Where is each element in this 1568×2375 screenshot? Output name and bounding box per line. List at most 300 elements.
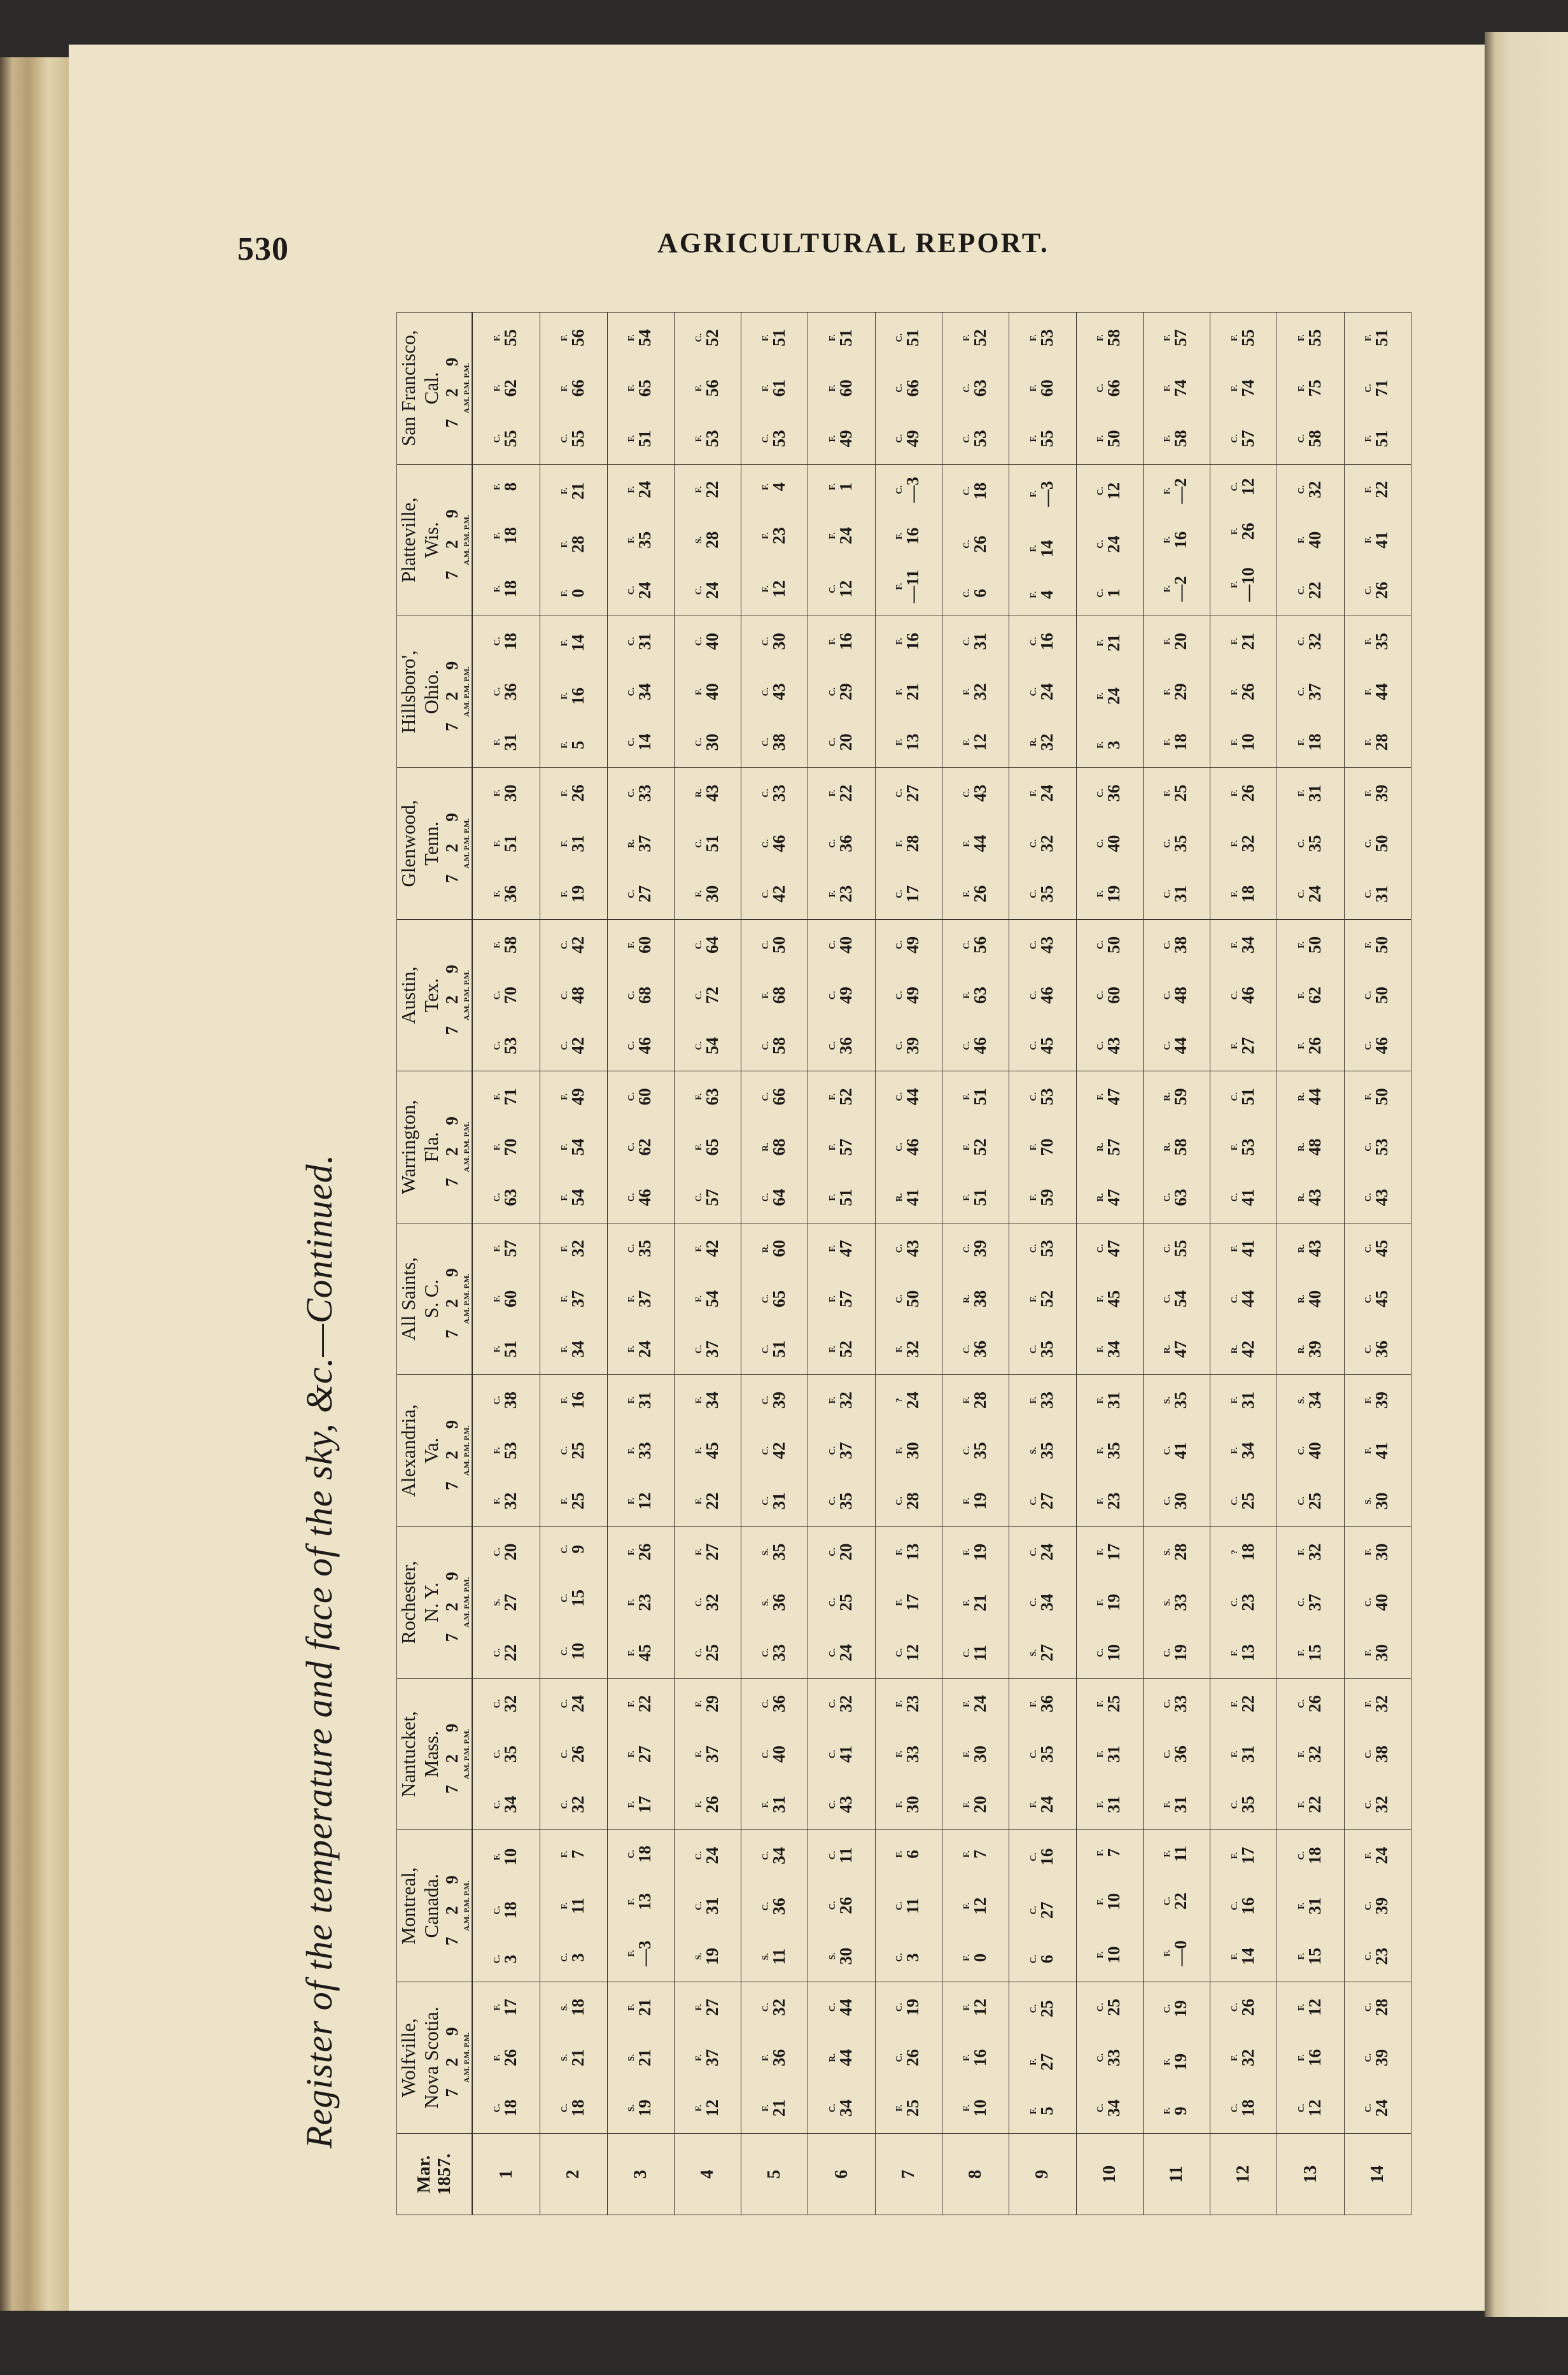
observation bbox=[1163, 430, 1189, 447]
sky-code: R. bbox=[1297, 1344, 1307, 1354]
sky-code: C. bbox=[559, 2103, 570, 2113]
observation bbox=[1364, 1796, 1390, 1813]
temperature-value: 62 bbox=[635, 1138, 655, 1156]
sky-code: F. bbox=[1096, 741, 1106, 749]
sky-code: C. bbox=[1163, 1896, 1173, 1906]
temperature-value: 18 bbox=[568, 2099, 587, 2117]
observation bbox=[695, 987, 721, 1004]
observation bbox=[895, 1850, 921, 1859]
temperature-value: 34 bbox=[1305, 1392, 1325, 1409]
temperature-value: 30 bbox=[903, 1796, 923, 1814]
hours-meridiem-label: A.M. P.M. P.M. bbox=[462, 363, 472, 414]
observation-group bbox=[741, 920, 808, 1071]
temperature-value: 18 bbox=[1238, 1543, 1257, 1561]
observation bbox=[695, 1594, 721, 1611]
sky-code: F. bbox=[1163, 738, 1173, 746]
sky-code: C. bbox=[760, 1851, 771, 1861]
temperature-value: 34 bbox=[769, 1847, 788, 1864]
hours-meridiem-label: A.M. P.M. P.M. bbox=[462, 1273, 472, 1324]
observation bbox=[1298, 430, 1324, 447]
sky-code: F. bbox=[1229, 528, 1240, 535]
observation-group bbox=[1345, 465, 1411, 616]
temperature-value: 20 bbox=[836, 733, 856, 751]
observation bbox=[1231, 683, 1257, 700]
temperature-value: 16 bbox=[1037, 633, 1056, 651]
observation bbox=[963, 683, 989, 700]
observation bbox=[895, 1138, 921, 1155]
temperature-value: 31 bbox=[769, 1492, 788, 1510]
temperature-value: 42 bbox=[568, 1037, 587, 1055]
temperature-value: 46 bbox=[1037, 987, 1056, 1004]
sky-code: C. bbox=[1364, 586, 1374, 595]
temperature-value: 35 bbox=[1305, 835, 1325, 852]
sky-code: C. bbox=[694, 1598, 704, 1607]
observation bbox=[963, 1695, 989, 1712]
temperature-value: 30 bbox=[903, 1442, 923, 1460]
observation bbox=[1163, 2054, 1189, 2071]
sky-code: F. bbox=[895, 840, 905, 847]
observation-cell bbox=[942, 1678, 1009, 1829]
sky-code: F. bbox=[694, 2003, 704, 2011]
sky-code: F. bbox=[493, 1346, 503, 1353]
observation-cell bbox=[875, 1375, 942, 1526]
sky-code: C. bbox=[1163, 1446, 1173, 1455]
sky-code: F. bbox=[828, 1346, 838, 1353]
temperature-value: 39 bbox=[1305, 1341, 1325, 1358]
sky-code: F. bbox=[627, 1346, 637, 1353]
temperature-value: 26 bbox=[970, 535, 990, 553]
sky-code: F. bbox=[627, 1295, 637, 1302]
observation bbox=[895, 329, 921, 346]
observation-group bbox=[741, 1527, 808, 1678]
sky-code: F. bbox=[895, 1598, 905, 1606]
observation bbox=[963, 1594, 989, 1611]
observation-group bbox=[1277, 1679, 1343, 1829]
observation bbox=[1030, 683, 1056, 700]
observation bbox=[829, 1240, 855, 1257]
temperature-value: 46 bbox=[769, 835, 788, 852]
observation-group bbox=[741, 1679, 808, 1829]
temperature-value: 43 bbox=[1372, 1188, 1392, 1206]
temperature-value: 68 bbox=[769, 1138, 788, 1156]
temperature-value: 37 bbox=[836, 1442, 856, 1460]
sky-code: C. bbox=[895, 434, 905, 443]
temperature-value: 31 bbox=[1305, 784, 1325, 802]
observation-group bbox=[741, 1830, 808, 1981]
table-row bbox=[741, 313, 808, 2215]
observation-cell bbox=[808, 919, 875, 1071]
observation-group bbox=[1144, 920, 1210, 1071]
observation-group bbox=[1210, 1071, 1277, 1222]
sky-code: R. bbox=[1163, 1092, 1173, 1101]
observation bbox=[963, 936, 989, 954]
temperature-value: 58 bbox=[1104, 329, 1124, 347]
temperature-value: 35 bbox=[1037, 1442, 1056, 1460]
observation bbox=[1163, 1544, 1189, 1561]
observation-group bbox=[608, 1527, 674, 1678]
sky-code: F. bbox=[559, 1143, 570, 1151]
temperature-value: 32 bbox=[1037, 835, 1056, 852]
observation-cell bbox=[1076, 464, 1143, 616]
observation-cell bbox=[808, 1375, 875, 1526]
observation bbox=[829, 581, 855, 598]
sky-code: F. bbox=[559, 1397, 570, 1404]
sky-code: C. bbox=[1297, 1497, 1307, 1505]
observation-group bbox=[473, 1830, 540, 1981]
observation-group bbox=[1009, 1527, 1075, 1678]
sky-code: C. bbox=[760, 687, 771, 696]
sky-code: F. bbox=[760, 483, 771, 491]
temperature-value: 12 bbox=[1104, 482, 1124, 500]
observation bbox=[493, 1695, 519, 1712]
temperature-value: 19 bbox=[1171, 1644, 1191, 1661]
temperature-value: 53 bbox=[1238, 1138, 1257, 1156]
temperature-value: 32 bbox=[1372, 1695, 1392, 1713]
observation-cell bbox=[875, 919, 942, 1071]
observation bbox=[627, 633, 654, 650]
observation bbox=[1231, 1544, 1257, 1561]
observation bbox=[1231, 1644, 1257, 1661]
observation-cell bbox=[1009, 1830, 1076, 1982]
temperature-value: 68 bbox=[769, 987, 788, 1004]
sky-code: C. bbox=[1028, 1598, 1039, 1607]
observation bbox=[963, 1088, 989, 1105]
sky-code: C. bbox=[895, 485, 905, 495]
temperature-value: 43 bbox=[1305, 1188, 1325, 1206]
sky-code: C. bbox=[1028, 1244, 1039, 1253]
temperature-value: 46 bbox=[970, 1037, 990, 1055]
observation-cell bbox=[607, 616, 674, 767]
hours-meridiem-label: A.M. P.M. P.M. bbox=[462, 1425, 472, 1476]
temperature-value: 52 bbox=[970, 1138, 990, 1156]
observation bbox=[963, 1850, 989, 1859]
temperature-value: 24 bbox=[1104, 687, 1124, 705]
temperature-value: 30 bbox=[836, 1947, 856, 1965]
observation bbox=[561, 1240, 587, 1257]
sky-code: C. bbox=[559, 940, 570, 950]
temperature-value: 60 bbox=[836, 379, 856, 397]
observation bbox=[695, 1544, 721, 1561]
sky-code: C. bbox=[1163, 1699, 1173, 1709]
sky-code: F. bbox=[760, 2054, 771, 2061]
hours-meridiem-label: A.M. P.M. P.M. bbox=[462, 1729, 472, 1780]
temperature-value: 19 bbox=[568, 885, 587, 903]
sky-code: C. bbox=[1028, 1954, 1039, 1964]
observation bbox=[829, 2099, 855, 2117]
sky-code: C. bbox=[694, 1901, 704, 1910]
observation bbox=[762, 1544, 788, 1561]
temperature-value: 27 bbox=[903, 784, 923, 802]
sky-code: C. bbox=[962, 1041, 972, 1050]
observation-group bbox=[1009, 465, 1075, 616]
observation bbox=[895, 1442, 921, 1459]
sky-code: F. bbox=[694, 688, 704, 696]
sky-code: C. bbox=[627, 889, 637, 899]
observation-cell bbox=[472, 616, 540, 767]
observation bbox=[829, 1897, 855, 1914]
sky-code: F. bbox=[1028, 2107, 1039, 2115]
observation bbox=[695, 1189, 721, 1206]
observation-group bbox=[876, 313, 942, 464]
sky-code: F. bbox=[1163, 384, 1173, 392]
station-name-line: All Saints, bbox=[397, 1257, 419, 1341]
temperature-value: 32 bbox=[1238, 2049, 1257, 2066]
observation bbox=[1364, 835, 1390, 852]
sky-code: F. bbox=[627, 486, 637, 493]
observation bbox=[1163, 576, 1189, 602]
observation bbox=[561, 1695, 587, 1712]
sky-code: C. bbox=[760, 1446, 771, 1455]
sky-code: ? bbox=[895, 1398, 905, 1403]
observation bbox=[1030, 540, 1056, 557]
sky-code: F. bbox=[1297, 2003, 1307, 2011]
sky-code: C. bbox=[694, 1041, 704, 1050]
temperature-value: 47 bbox=[836, 1239, 856, 1257]
temperature-value: 11 bbox=[568, 1898, 587, 1914]
temperature-value: 10 bbox=[1104, 1644, 1124, 1661]
temperature-value: 44 bbox=[1305, 1088, 1325, 1106]
temperature-value: 41 bbox=[1171, 1442, 1191, 1460]
temperature-value: 28 bbox=[1372, 733, 1392, 751]
observation bbox=[493, 1240, 519, 1257]
observation bbox=[829, 430, 855, 447]
temperature-value: 65 bbox=[702, 1138, 722, 1156]
observation-cell bbox=[540, 313, 607, 465]
observation-group bbox=[1077, 1679, 1143, 1829]
sky-code: C. bbox=[559, 1953, 570, 1962]
observation bbox=[895, 835, 921, 852]
temperature-value: 20 bbox=[970, 1796, 990, 1814]
temperature-value: 31 bbox=[1104, 1392, 1124, 1409]
sky-code: C. bbox=[828, 1041, 838, 1050]
temperature-value: 33 bbox=[1037, 1392, 1056, 1409]
observation bbox=[1030, 885, 1056, 903]
sky-code: C. bbox=[1364, 1193, 1374, 1202]
observation bbox=[1298, 2049, 1324, 2066]
sky-code: F. bbox=[1229, 2054, 1240, 2061]
observation-cell bbox=[942, 1830, 1009, 1982]
temperature-value: 57 bbox=[836, 1290, 856, 1307]
sky-code: C. bbox=[1028, 1749, 1039, 1759]
observation bbox=[1364, 1898, 1390, 1915]
observation-cell bbox=[1344, 616, 1411, 767]
station-name-line: Tex. bbox=[419, 978, 442, 1013]
temperature-value: 51 bbox=[836, 1188, 856, 1206]
observation bbox=[1096, 1290, 1123, 1307]
day-number: 11 bbox=[1143, 2134, 1210, 2215]
sky-code: F. bbox=[1297, 1042, 1307, 1050]
station-name-line: Va. bbox=[419, 1437, 442, 1464]
observation-group bbox=[675, 1071, 741, 1222]
temperature-value: 19 bbox=[1104, 885, 1124, 903]
observation-group bbox=[1345, 313, 1411, 464]
observation bbox=[695, 1138, 721, 1155]
temperature-value: 8 bbox=[501, 482, 521, 491]
temperature-value: 53 bbox=[1037, 1239, 1056, 1257]
temperature-value: 25 bbox=[1238, 1492, 1257, 1510]
temperature-value: 26 bbox=[635, 1543, 655, 1561]
sky-code: C. bbox=[1364, 2103, 1374, 2113]
sky-code: C. bbox=[627, 1143, 637, 1152]
temperature-value: 37 bbox=[1305, 1593, 1325, 1611]
observation bbox=[695, 2049, 721, 2066]
temperature-value: 53 bbox=[702, 430, 722, 448]
sky-code: S. bbox=[559, 2003, 570, 2012]
observation bbox=[1096, 1893, 1123, 1910]
observation bbox=[1298, 1796, 1324, 1813]
temperature-value: 52 bbox=[1037, 1290, 1056, 1307]
sky-code: F. bbox=[1163, 1950, 1173, 1957]
temperature-value: 35 bbox=[836, 1492, 856, 1510]
temperature-value: 16 bbox=[1238, 1897, 1257, 1915]
temperature-value: 38 bbox=[769, 733, 788, 751]
sky-code: F. bbox=[1364, 1447, 1374, 1455]
sky-code: C. bbox=[760, 2003, 771, 2012]
temperature-value: 27 bbox=[501, 1593, 521, 1611]
sky-code: F. bbox=[1163, 2058, 1173, 2066]
temperature-value: 5 bbox=[1037, 2106, 1056, 2115]
temperature-value: 21 bbox=[1104, 634, 1124, 652]
observation bbox=[1231, 1341, 1257, 1358]
observation-cell bbox=[1076, 919, 1143, 1071]
sky-code: F. bbox=[828, 1194, 838, 1201]
observation-cell bbox=[741, 1678, 808, 1829]
temperature-value: 34 bbox=[568, 1341, 587, 1358]
sky-code: F. bbox=[1163, 585, 1173, 593]
observation-cell bbox=[674, 919, 741, 1071]
observation bbox=[895, 1695, 921, 1712]
temperature-value: 32 bbox=[702, 1593, 722, 1611]
observation bbox=[1163, 1695, 1189, 1712]
observation-cell bbox=[875, 1526, 942, 1678]
observation-cell bbox=[1210, 1678, 1277, 1829]
sky-code: C. bbox=[1096, 486, 1106, 496]
sky-code: F. bbox=[559, 1093, 570, 1101]
observation bbox=[1163, 2000, 1189, 2017]
observation-cell bbox=[1009, 1982, 1076, 2133]
observation-cell bbox=[1344, 1375, 1411, 1526]
temperature-value: 24 bbox=[970, 1695, 990, 1713]
station-name-line: Hillsboro', bbox=[397, 650, 419, 733]
station-name-line: Austin, bbox=[397, 966, 419, 1024]
sky-code: F. bbox=[1364, 941, 1374, 948]
observation bbox=[963, 329, 989, 346]
sky-code: F. bbox=[962, 1397, 972, 1404]
observation bbox=[1096, 1442, 1123, 1459]
observation bbox=[1030, 1290, 1056, 1307]
observation bbox=[1298, 1138, 1324, 1155]
observation bbox=[493, 1088, 519, 1105]
observation-group bbox=[1144, 1527, 1210, 1678]
temperature-value: 26 bbox=[702, 1796, 722, 1814]
observation bbox=[627, 1644, 654, 1661]
temperature-value: 58 bbox=[501, 936, 521, 954]
sky-code: F. bbox=[962, 1143, 972, 1151]
observation bbox=[1163, 885, 1189, 903]
observation bbox=[1231, 1796, 1257, 1813]
observation-cell bbox=[741, 768, 808, 919]
temperature-value: 22 bbox=[1372, 481, 1392, 498]
temperature-value: 14 bbox=[568, 634, 587, 652]
observation-group bbox=[540, 1071, 606, 1222]
sky-code: C. bbox=[760, 1193, 771, 1202]
sky-code: C. bbox=[694, 1851, 704, 1860]
sky-code: C. bbox=[1028, 1092, 1039, 1101]
sky-code: F. bbox=[962, 2054, 972, 2061]
sky-code: C. bbox=[493, 1905, 503, 1915]
observation-cell bbox=[1344, 1526, 1411, 1678]
temperature-value: 17 bbox=[1238, 1847, 1257, 1864]
observation bbox=[1096, 2049, 1123, 2066]
observation bbox=[1298, 1695, 1324, 1712]
observation bbox=[762, 885, 788, 903]
sky-code: C. bbox=[962, 637, 972, 646]
observation-group bbox=[1345, 1527, 1411, 1678]
day-number: 9 bbox=[1009, 2134, 1076, 2215]
observation bbox=[895, 1240, 921, 1257]
observation bbox=[1231, 1948, 1257, 1965]
observation bbox=[1364, 633, 1390, 650]
sky-code: C. bbox=[493, 1954, 503, 1964]
sky-code: C. bbox=[1028, 940, 1039, 950]
observation bbox=[1298, 784, 1324, 801]
observation-group bbox=[1009, 1679, 1075, 1829]
temperature-value: 51 bbox=[1372, 329, 1392, 347]
temperature-value: 11 bbox=[1171, 1845, 1191, 1862]
temperature-value: 16 bbox=[903, 633, 923, 651]
observation-group bbox=[1144, 768, 1210, 919]
observation bbox=[829, 1644, 855, 1661]
observation-cell bbox=[1210, 768, 1277, 919]
observation-group bbox=[1009, 1375, 1075, 1526]
observation-group bbox=[540, 1830, 606, 1981]
observation-group bbox=[1210, 920, 1277, 1071]
observation bbox=[829, 1442, 855, 1459]
observation bbox=[561, 2099, 587, 2117]
observation-group bbox=[1345, 1982, 1411, 2133]
observation bbox=[695, 1442, 721, 1459]
observation bbox=[1096, 1341, 1123, 1358]
sky-code: C. bbox=[694, 586, 704, 595]
temperature-value: 24 bbox=[1372, 2099, 1392, 2117]
sky-code: F. bbox=[1364, 1397, 1374, 1404]
temperature-value: 12 bbox=[1238, 478, 1257, 496]
temperature-value: 29 bbox=[702, 1695, 722, 1713]
observation bbox=[695, 1644, 721, 1661]
temperature-value: 11 bbox=[769, 1948, 788, 1965]
temperature-value: 31 bbox=[501, 733, 521, 751]
sky-code: F. bbox=[1096, 639, 1106, 647]
sky-code: F. bbox=[559, 1346, 570, 1353]
observation bbox=[1231, 329, 1257, 346]
sky-code: F. bbox=[1096, 1548, 1106, 1556]
sky-code: F. bbox=[962, 890, 972, 898]
sky-code: F. bbox=[1163, 488, 1173, 495]
sky-code: S. bbox=[1028, 1649, 1039, 1657]
observation-cell bbox=[942, 1375, 1009, 1526]
sky-code: C. bbox=[493, 1749, 503, 1759]
sky-code: C. bbox=[1028, 1852, 1039, 1861]
sky-code: C. bbox=[1364, 889, 1374, 899]
station-name-line: Nantucket, bbox=[397, 1711, 419, 1798]
temperature-value: 19 bbox=[903, 1998, 923, 2016]
hours-label: 7 2 9 bbox=[442, 1563, 462, 1642]
sky-code: F. bbox=[962, 1599, 972, 1607]
observation-cell bbox=[674, 1982, 741, 2133]
observation bbox=[695, 1745, 721, 1763]
temperature-value: 17 bbox=[903, 1593, 923, 1611]
sky-code: C. bbox=[627, 990, 637, 1000]
